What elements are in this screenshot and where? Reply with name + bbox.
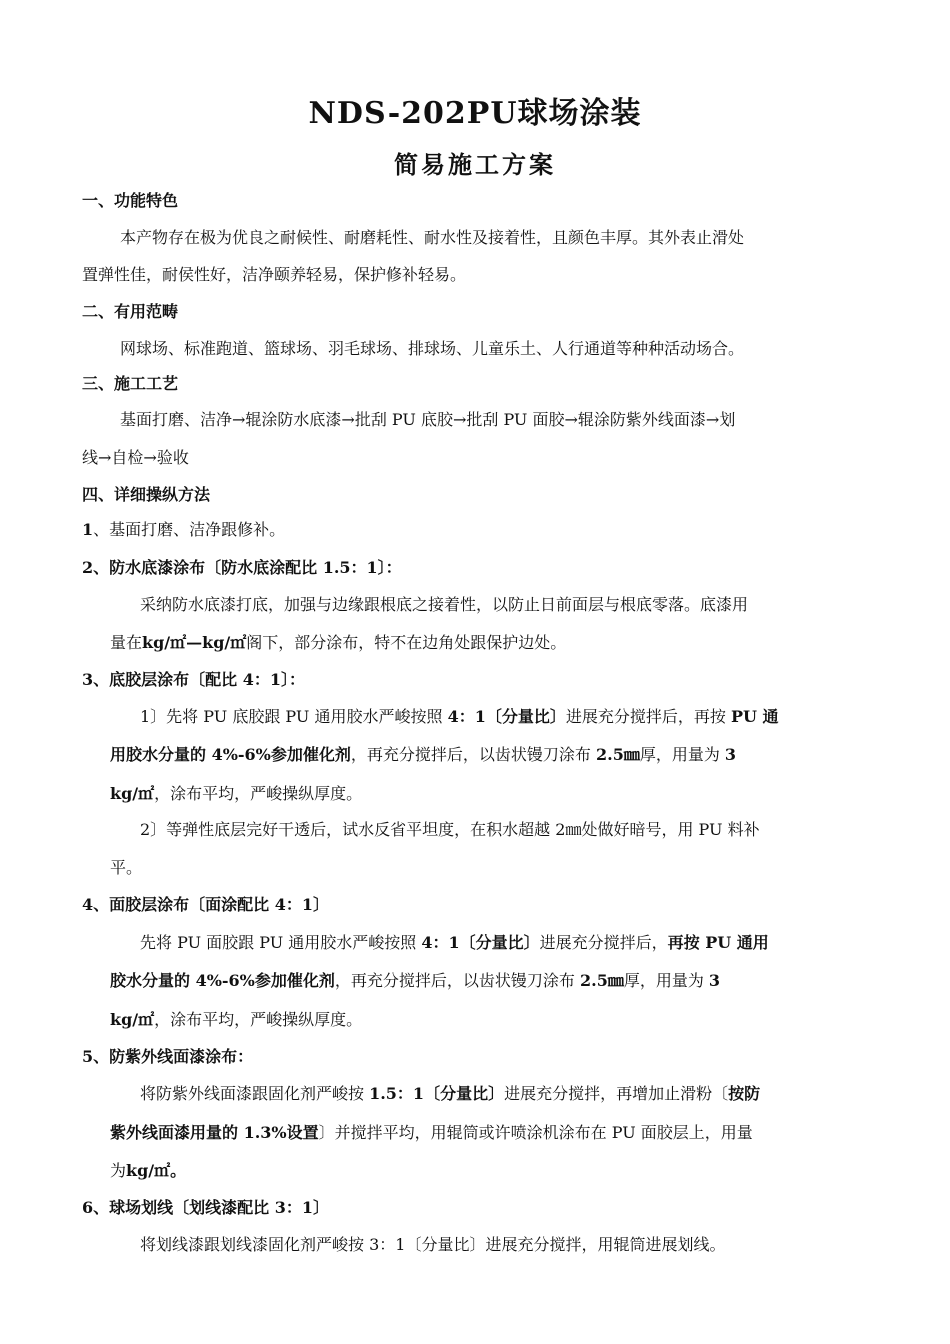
document-subtitle: 简易施工方案 (394, 150, 556, 179)
paragraph-line: kg/㎡，涂布平均，严峻操纵厚度。 (110, 1010, 363, 1029)
paragraph-line: 平。 (110, 858, 143, 877)
step-3-heading: 3、底胶层涂布〔配比 4：1〕： (82, 670, 305, 689)
section-heading-scope: 二、有用范畴 (82, 302, 179, 321)
paragraph-line: 紫外线面漆用量的 1.3%设置〕并搅拌平均，用辊筒或许喷涂机涂布在 PU 面胶层上，用量 (110, 1123, 753, 1142)
paragraph-line: 将防紫外线面漆跟固化剂严峻按 1.5：1〔分量比〕进展充分搅拌，再增加止滑粉〔按防 (140, 1084, 761, 1103)
step-6-heading: 6、球场划线〔划线漆配比 3：1〕 (82, 1198, 329, 1217)
paragraph-line: 为kg/㎡。 (110, 1161, 187, 1180)
paragraph-line: 2〕等弹性底层完好干透后，试水反省平坦度，在积水超越 2㎜处做好暗号，用 PU 料补 (140, 820, 760, 839)
section-heading-process: 三、施工工艺 (82, 374, 179, 393)
paragraph-line: 线→自检→验收 (82, 448, 189, 467)
paragraph-line: 网球场、标准跑道、篮球场、羽毛球场、排球场、儿童乐土、人行通道等种种活动场合。 (120, 339, 745, 358)
paragraph-line: 用胶水分量的 4%-6%参加催化剂，再充分搅拌后，以齿状镘刀涂布 2.5㎜厚，用量为 3 (110, 745, 737, 764)
paragraph-line: 1〕先将 PU 底胶跟 PU 通用胶水严峻按照 4：1〔分量比〕进展充分搅拌后，再按 PU 通 (140, 707, 779, 726)
paragraph-line: 置弹性佳，耐侯性好，洁净颐养轻易，保护修补轻易。 (82, 265, 467, 284)
paragraph-line: 本产物存在极为优良之耐候性、耐磨耗性、耐水性及接着性，且颜色丰厚。其外表止滑处 (120, 228, 745, 247)
paragraph-line: 量在kg/㎡—kg/㎡阁下，部分涂布，特不在边角处跟保护边处。 (110, 633, 567, 652)
section-heading-features: 一、功能特色 (82, 191, 179, 210)
paragraph-line: 采纳防水底漆打底，加强与边缘跟根底之接着性，以防止日前面层与根底零落。底漆用 (140, 595, 749, 614)
paragraph-line: 基面打磨、洁净→辊涂防水底漆→批刮 PU 底胶→批刮 PU 面胶→辊涂防紫外线面漆→划 (120, 410, 736, 429)
step-number: 1 (82, 520, 94, 539)
paragraph-line: 先将 PU 面胶跟 PU 通用胶水严峻按照 4：1〔分量比〕进展充分搅拌后，再按 PU 通用 (140, 933, 769, 952)
paragraph-line: kg/㎡，涂布平均，严峻操纵厚度。 (110, 784, 363, 803)
step-5-heading: 5、防紫外线面漆涂布： (82, 1047, 254, 1066)
step-2-heading: 2、防水底漆涂布〔防水底涂配比 1.5：1〕： (82, 558, 402, 577)
paragraph-line: 胶水分量的 4%-6%参加催化剂，再充分搅拌后，以齿状镘刀涂布 2.5㎜厚，用量为 3 (110, 971, 721, 990)
paragraph-line: 将划线漆跟划线漆固化剂严峻按 3：1〔分量比〕进展充分搅拌，用辊筒进展划线。 (140, 1235, 726, 1254)
step-1 (82, 519, 872, 541)
step-text: 、基面打磨、洁净跟修补。 (93, 520, 286, 539)
section-heading-method: 四、详细操纵方法 (82, 485, 211, 504)
step-4-heading: 4、面胶层涂布〔面涂配比 4：1〕 (82, 895, 329, 914)
document-title: NDS-202PU球场涂装 (308, 96, 642, 131)
